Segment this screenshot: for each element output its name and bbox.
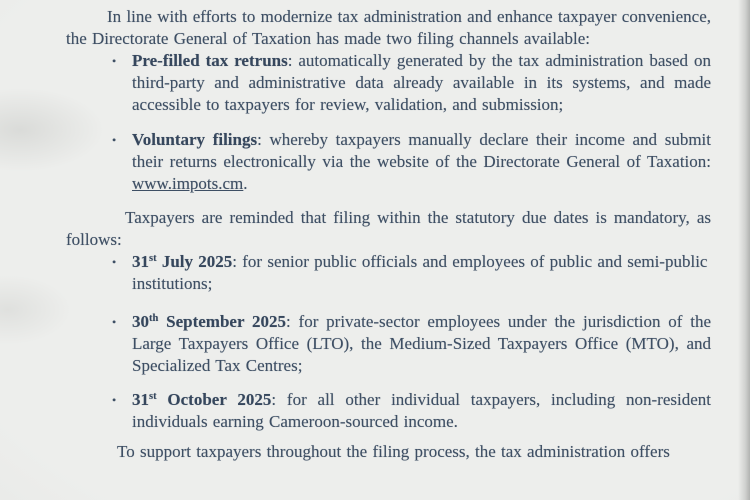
reminder-paragraph: Taxpayers are reminded that filing within the statutory due dates is mandatory, as follows: — [66, 208, 711, 249]
deadline-date: 30th September 2025 — [132, 312, 287, 331]
channel-description: : automatically generated by the tax administration based on third-party and administrative data already available in its systems, and made accessible to taxpayers for review, validation, and submission; — [132, 51, 711, 114]
intro-paragraph: In line with efforts to modernize tax administration and enhance taxpayer convenience, the Directorate General of Taxation has made two filing channels available: — [66, 7, 711, 48]
bullet-icon: • — [112, 54, 117, 68]
deadline-date: 31st July 2025 — [132, 252, 233, 271]
list-item-voluntary-filings — [66, 129, 711, 195]
deadline-date: 31st October 2025 — [132, 390, 272, 409]
support-paragraph-partial: To support taxpayers throughout the filing process, the tax administration offers — [117, 442, 670, 461]
list-item-october-deadline — [66, 389, 711, 433]
bullet-icon: • — [112, 393, 117, 407]
impots-website-link[interactable]: www.impots.cm — [132, 174, 244, 193]
document-text-block — [66, 0, 711, 463]
bullet-icon: • — [112, 315, 117, 329]
filing-channels-list — [66, 50, 711, 195]
list-item-july-deadline — [66, 251, 711, 295]
deadline-description: : for all other individual taxpayers, including non-resident individuals earning Cameroon-sourced income. — [132, 390, 711, 431]
deadline-description: : for senior public officials and employees of public and semi-public institutions; — [132, 252, 708, 293]
ordinal-suffix: th — [149, 313, 159, 324]
list-item-prefilled-returns — [66, 50, 711, 116]
channel-title: Pre-filled tax retruns — [132, 51, 288, 70]
list-item-september-deadline — [66, 311, 711, 377]
bullet-icon: • — [112, 133, 117, 147]
deadlines-list — [66, 251, 711, 433]
deadline-description: : for private-sector employees under the jurisdiction of the Large Taxpayers Office (LTO), the Medium-Sized Taxpayers Office (MTO), and Specialized Tax Centres; — [132, 312, 711, 375]
bullet-icon: • — [112, 255, 117, 269]
channel-title: Voluntary filings — [132, 130, 258, 149]
ordinal-suffix: st — [149, 391, 157, 402]
channel-description-end: . — [243, 174, 248, 193]
channel-description: : whereby taxpayers manually declare their income and submit their returns electronically via the website of the Directorate General of Taxation: — [132, 130, 711, 171]
page-edge-shadow — [738, 0, 750, 500]
ordinal-suffix: st — [149, 253, 157, 264]
